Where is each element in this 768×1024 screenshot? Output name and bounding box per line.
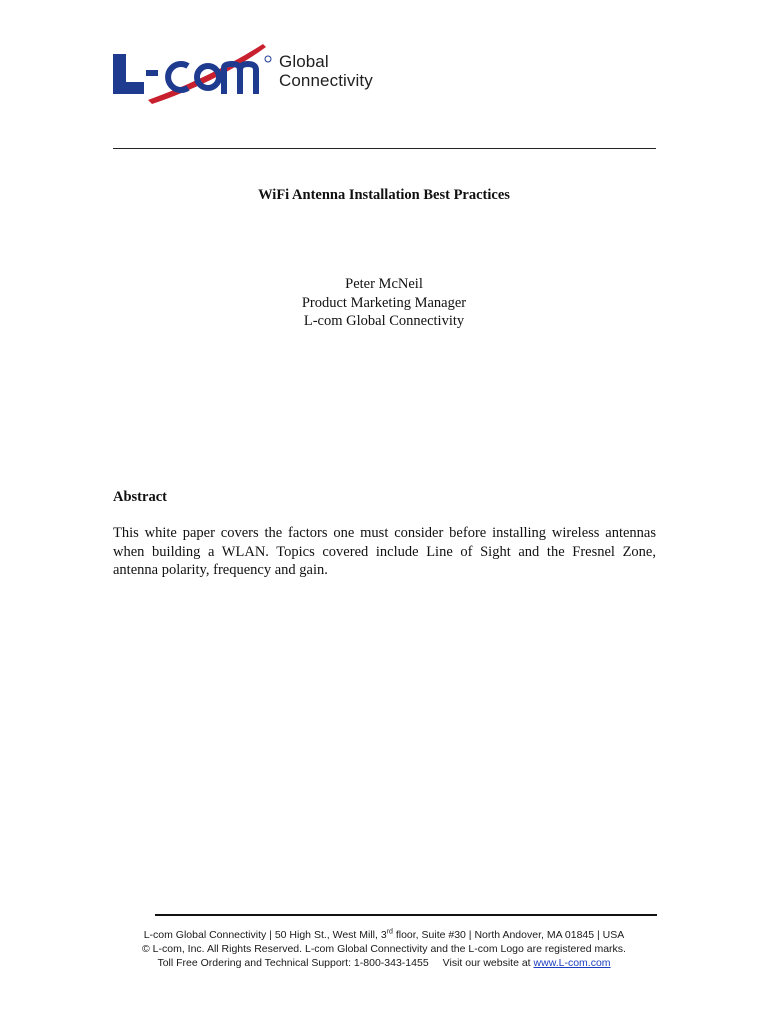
document-title: WiFi Antenna Installation Best Practices xyxy=(258,187,510,203)
footer-support-line xyxy=(0,956,768,970)
author-block xyxy=(0,275,768,331)
website-link[interactable]: www.L-com.com xyxy=(533,957,611,969)
footer-address-ordinal: rd xyxy=(386,928,393,936)
company-logo xyxy=(108,42,398,104)
footer-divider xyxy=(155,914,657,916)
footer-rights: © L-com, Inc. All Rights Reserved. L-com Global Connectivity and the L-com Logo are registered marks. xyxy=(142,943,626,955)
abstract-line: This white paper covers the factors one must consider before installing wireless antennas xyxy=(113,525,656,541)
footer-address-end: floor, Suite #30 | North Andover, MA 01845 | USA xyxy=(392,929,625,941)
header-divider xyxy=(113,148,656,149)
abstract-heading: Abstract xyxy=(113,489,167,505)
footer-address-start: L-com Global Connectivity | 50 High St., West Mill, 3 xyxy=(143,929,387,941)
logo-tagline-line-2: Connectivity xyxy=(279,71,373,90)
author-name: Peter McNeil xyxy=(345,276,423,292)
footer-address xyxy=(0,928,768,942)
l-com-logo-icon xyxy=(108,42,278,104)
logo-tagline-line-1: Global xyxy=(279,52,329,71)
footer-support: Toll Free Ordering and Technical Support: 1-800-343-1455 xyxy=(157,957,429,969)
abstract-line: when building a WLAN. Topics covered include Line of Sight and the Fresnel Zone, xyxy=(113,543,656,560)
footer-website-prefix: Visit our website at xyxy=(442,957,531,969)
logo-tagline xyxy=(279,52,373,90)
page-footer xyxy=(0,928,768,970)
author-organization: L-com Global Connectivity xyxy=(303,313,465,329)
author-role: Product Marketing Manager xyxy=(301,294,467,311)
abstract-line: antenna polarity, frequency and gain. xyxy=(113,562,328,578)
abstract-paragraph xyxy=(113,524,656,580)
